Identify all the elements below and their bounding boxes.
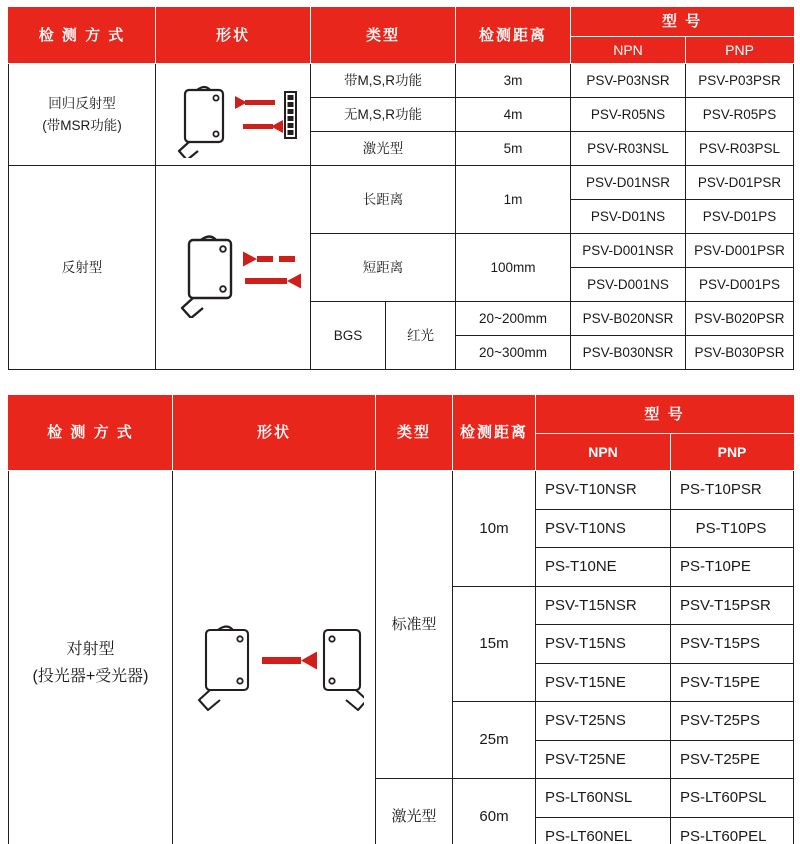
retro-reflective-sensor-figure — [156, 64, 311, 166]
table2-header-row-1 — [9, 396, 794, 434]
diffuse-reflective-sensor-figure — [156, 166, 311, 370]
method-line-2: (投光器+受光器) — [32, 668, 149, 685]
diffuse-reflective-sensor-icon — [163, 218, 303, 318]
cell-distance: 4m — [456, 98, 571, 132]
cell-distance: 60m — [453, 779, 536, 844]
cell-type: 无M,S,R功能 — [311, 98, 456, 132]
cell-distance: 5m — [456, 132, 571, 166]
cell-npn-model: PSV-B030NSR — [571, 336, 686, 370]
cell-npn-model: PSV-T15NSR — [536, 586, 671, 625]
sensor-spec-table-reflective — [8, 7, 794, 370]
header-type: 类型 — [311, 8, 456, 64]
cell-npn-model: PSV-T10NSR — [536, 471, 671, 510]
header-detection-distance: 检测距离 — [456, 8, 571, 64]
cell-npn-model: PSV-R03NSL — [571, 132, 686, 166]
cell-distance: 25m — [453, 702, 536, 779]
cell-npn-model: PSV-T15NE — [536, 663, 671, 702]
cell-detection-method — [9, 166, 156, 370]
header-npn: NPN — [571, 37, 686, 64]
cell-npn-model: PSV-P03NSR — [571, 64, 686, 98]
cell-pnp-model: PSV-D001PSR — [686, 234, 794, 268]
cell-pnp-model: PSV-T25PE — [671, 740, 794, 779]
header-model: 型 号 — [571, 8, 794, 37]
header-detection-method: 检 测 方 式 — [9, 396, 173, 471]
method-line-1: 对射型 — [66, 640, 115, 658]
header-type: 类型 — [376, 396, 453, 471]
cell-pnp-model: PSV-D01PS — [686, 200, 794, 234]
cell-distance: 20~200mm — [456, 302, 571, 336]
cell-type: 激光型 — [376, 779, 453, 844]
cell-type: 标准型 — [376, 471, 453, 779]
cell-npn-model: PS-LT60NSL — [536, 779, 671, 818]
cell-type-bgs: BGS — [311, 302, 386, 370]
table-row — [9, 64, 794, 98]
cell-npn-model: PSV-T10NS — [536, 509, 671, 548]
cell-distance: 100mm — [456, 234, 571, 302]
cell-pnp-model: PS-T10PSR — [671, 471, 794, 510]
cell-npn-model: PSV-B020NSR — [571, 302, 686, 336]
cell-type: 短距离 — [311, 234, 456, 302]
cell-distance: 15m — [453, 586, 536, 702]
cell-pnp-model: PSV-D001PS — [686, 268, 794, 302]
cell-distance: 1m — [456, 166, 571, 234]
cell-npn-model: PSV-T25NE — [536, 740, 671, 779]
sensor-spec-table-through-beam — [8, 395, 794, 844]
cell-npn-model: PS-LT60NEL — [536, 817, 671, 844]
cell-npn-model: PSV-T25NS — [536, 702, 671, 741]
table2-body — [9, 471, 794, 844]
header-detection-method: 检 测 方 式 — [9, 8, 156, 64]
table-row — [9, 166, 794, 200]
table-row — [9, 471, 794, 510]
cell-distance: 10m — [453, 471, 536, 587]
method-line-1: 回归反射型 — [48, 95, 116, 111]
cell-pnp-model: PSV-R05PS — [686, 98, 794, 132]
header-npn: NPN — [536, 434, 671, 471]
table2-header — [9, 396, 794, 471]
cell-pnp-model: PSV-P03PSR — [686, 64, 794, 98]
header-detection-distance: 检测距离 — [453, 396, 536, 471]
cell-pnp-model: PS-LT60PSL — [671, 779, 794, 818]
table1-header — [9, 8, 794, 64]
cell-npn-model: PSV-T15NS — [536, 625, 671, 664]
cell-type: 激光型 — [311, 132, 456, 166]
cell-pnp-model: PS-T10PE — [671, 548, 794, 587]
cell-pnp-model: PS-LT60PEL — [671, 817, 794, 844]
header-shape: 形状 — [156, 8, 311, 64]
cell-pnp-model: PSV-B030PSR — [686, 336, 794, 370]
cell-pnp-model: PSV-R03PSL — [686, 132, 794, 166]
cell-type: 长距离 — [311, 166, 456, 234]
cell-pnp-model: PS-T10PS — [671, 509, 794, 548]
cell-pnp-model: PSV-T25PS — [671, 702, 794, 741]
cell-npn-model: PSV-D001NSR — [571, 234, 686, 268]
cell-type-light: 红光 — [386, 302, 456, 370]
header-model: 型 号 — [536, 396, 794, 434]
header-shape: 形状 — [173, 396, 376, 471]
method-line-1: 反射型 — [61, 259, 103, 275]
header-pnp: PNP — [686, 37, 794, 64]
cell-detection-method — [9, 64, 156, 166]
cell-pnp-model: PSV-T15PE — [671, 663, 794, 702]
cell-distance: 3m — [456, 64, 571, 98]
cell-detection-method — [9, 471, 173, 844]
cell-npn-model: PSV-D001NS — [571, 268, 686, 302]
retro-reflective-sensor-icon — [163, 72, 303, 158]
cell-distance: 20~300mm — [456, 336, 571, 370]
cell-npn-model: PS-T10NE — [536, 548, 671, 587]
cell-pnp-model: PSV-T15PSR — [671, 586, 794, 625]
method-line-2: (带MSR功能) — [42, 117, 122, 133]
cell-pnp-model: PSV-T15PS — [671, 625, 794, 664]
through-beam-sensor-figure — [173, 471, 376, 844]
table1-header-row-1 — [9, 8, 794, 37]
cell-pnp-model: PSV-D01PSR — [686, 166, 794, 200]
through-beam-sensor-icon — [184, 608, 364, 718]
cell-npn-model: PSV-R05NS — [571, 98, 686, 132]
cell-type: 带M,S,R功能 — [311, 64, 456, 98]
cell-npn-model: PSV-D01NSR — [571, 166, 686, 200]
table1-body — [9, 64, 794, 370]
header-pnp: PNP — [671, 434, 794, 471]
cell-pnp-model: PSV-B020PSR — [686, 302, 794, 336]
cell-npn-model: PSV-D01NS — [571, 200, 686, 234]
